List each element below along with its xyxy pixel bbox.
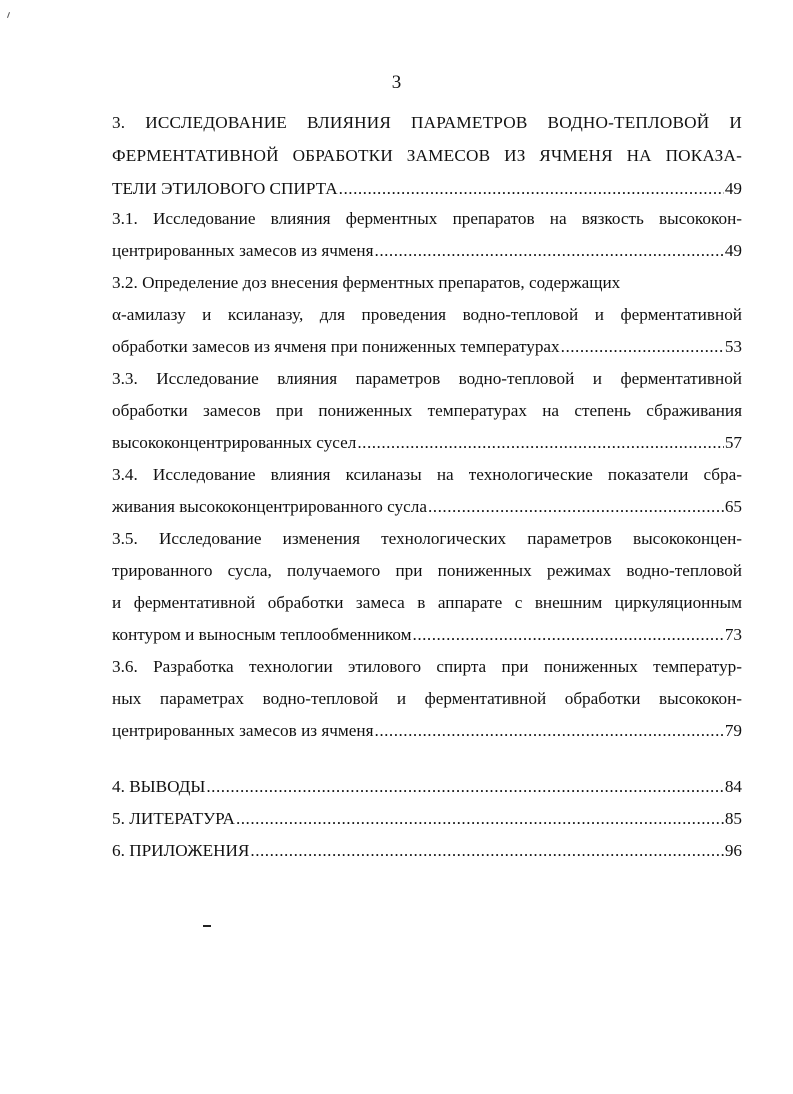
leader-dots — [339, 173, 724, 205]
toc-s3-6-line2: ных параметрах водно-тепловой и ферментативной обработки высококон- — [112, 689, 742, 708]
leader-dots — [236, 803, 724, 835]
toc-s3-4-last-line — [112, 491, 742, 523]
toc-s3-line2: ФЕРМЕНТАТИВНОЙ ОБРАБОТКИ ЗАМЕСОВ ИЗ ЯЧМЕНЯ НА ПОКАЗА- — [112, 146, 742, 165]
toc-s6-title: 6. ПРИЛОЖЕНИЯ — [112, 841, 250, 860]
toc-s3-6-last-line — [112, 715, 742, 747]
toc-s3-5-page: 73 — [724, 625, 742, 644]
leader-dots — [206, 771, 723, 803]
toc-s3-3-line1: 3.3. Исследование влияния параметров водно-тепловой и ферментативной — [112, 369, 742, 388]
toc-s3-1-line2: центрированных замесов из ячменя — [112, 241, 374, 260]
toc-s3-4-page: 65 — [724, 497, 742, 516]
toc-s3-6-line3: центрированных замесов из ячменя — [112, 721, 374, 740]
toc-s5-line — [112, 803, 742, 835]
toc-s3-last-line — [112, 173, 742, 205]
toc-s3-3-line3: высококонцентрированных сусел — [112, 433, 357, 452]
toc-s6-line — [112, 835, 742, 867]
toc-s3-3-last-line — [112, 427, 742, 459]
toc-s3-2-line2: α-амилазу и ксиланазу, для проведения водно-тепловой и ферментативной — [112, 305, 742, 324]
toc-s3-1-line1: 3.1. Исследование влияния ферментных препаратов на вязкость высококон- — [112, 209, 742, 228]
leader-dots — [375, 235, 724, 267]
toc-s3-5-last-line — [112, 619, 742, 651]
scan-speck — [7, 12, 10, 18]
toc-s5-page: 85 — [724, 809, 742, 828]
toc-s3-1-page: 49 — [724, 241, 742, 260]
stray-dash-mark — [203, 925, 211, 927]
leader-dots — [561, 331, 724, 363]
toc-s3-3-line2: обработки замесов при пониженных температурах на степень сбраживания — [112, 401, 742, 420]
toc-s5-title: 5. ЛИТЕРАТУРА — [112, 809, 235, 828]
toc-s4-title: 4. ВЫВОДЫ — [112, 777, 206, 796]
toc-s3-5-line3: и ферментативной обработки замеса в аппарате с внешним циркуляционным — [112, 593, 742, 612]
leader-dots — [413, 619, 724, 651]
toc-s3-4-line2: живания высококонцентрированного сусла — [112, 497, 427, 516]
toc-s3-5-line1: 3.5. Исследование изменения технологических параметров высококонцен- — [112, 529, 742, 548]
toc-s3-3-page: 57 — [724, 433, 742, 452]
toc-s3-6-page: 79 — [724, 721, 742, 740]
page-number: 3 — [391, 72, 402, 93]
toc-s3-5-line4: контуром и выносным теплообменником — [112, 625, 412, 644]
toc-s3-2-last-line — [112, 331, 742, 363]
toc-s3-2-line3: обработки замесов из ячменя при пониженных температурах — [112, 337, 560, 356]
toc-s3-4-line1: 3.4. Исследование влияния ксиланазы на технологические показатели сбра- — [112, 465, 742, 484]
toc-s3-2-line1: 3.2. Определение доз внесения ферментных препаратов, содержащих — [112, 273, 621, 292]
toc-s3-2-page: 53 — [724, 337, 742, 356]
leader-dots — [428, 491, 724, 523]
toc-s6-page: 96 — [724, 841, 742, 860]
toc-s3-5-line2: трированного сусла, получаемого при пониженных режимах водно-тепловой — [112, 561, 742, 580]
leader-dots — [375, 715, 724, 747]
toc-s3-line3: ТЕЛИ ЭТИЛОВОГО СПИРТА — [112, 179, 338, 198]
toc-s3-6-line1: 3.6. Разработка технологии этилового спирта при пониженных температур- — [112, 657, 742, 676]
toc-s4-line — [112, 771, 742, 803]
toc-s3-line1: 3. ИССЛЕДОВАНИЕ ВЛИЯНИЯ ПАРАМЕТРОВ ВОДНО-ТЕПЛОВОЙ И — [112, 113, 742, 132]
toc-s3-1-last-line — [112, 235, 742, 267]
toc-s3-page: 49 — [724, 179, 742, 198]
leader-dots — [357, 427, 723, 459]
leader-dots — [250, 835, 723, 867]
toc-s4-page: 84 — [724, 777, 742, 796]
